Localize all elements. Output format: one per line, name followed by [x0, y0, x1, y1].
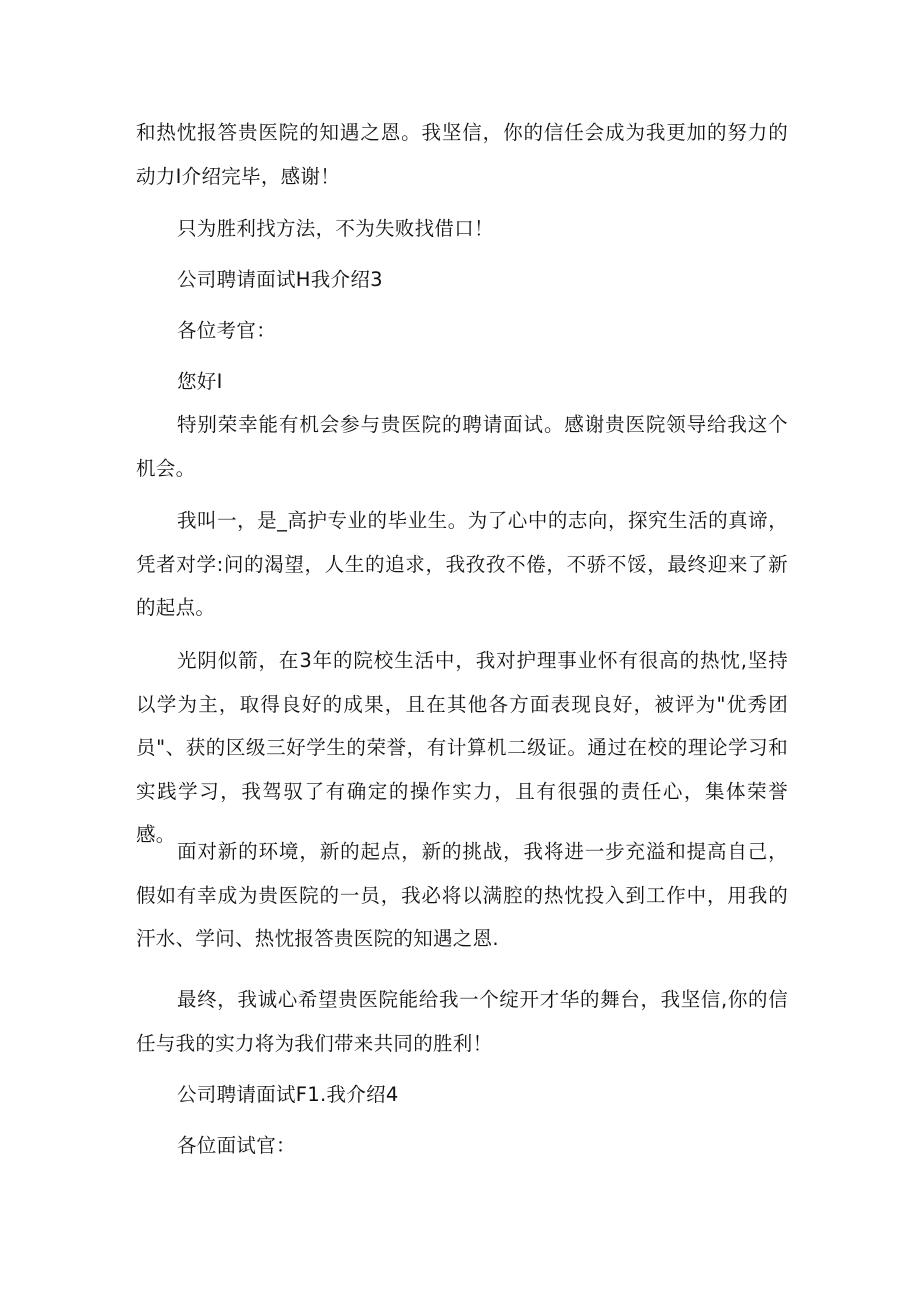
greeting: 您好I: [177, 370, 223, 393]
paragraph-school-life: 光阴似箭，在3年的院校生活中，我对护理事业怀有很高的热忱,坚持以学为主，取得良好的成果，且在其他各方面表现良好，被评为"优秀团员"、获的区级三好学生的荣誉，有计算机二级证。通过在校的理论学习和实践学习，我驾驭了有确定的操作实力，且有很强的责任心，集体荣誉感。: [136, 649, 788, 846]
paragraph-thanks: 特别荣幸能有机会参与贵医院的聘请面试。感谢贵医院领导给我这个机会。: [136, 413, 788, 480]
paragraph-conclusion: 最终，我诚心希望贵医院能给我一个绽开才华的舞台，我坚信,你的信任与我的实力将为我们带来共同的胜利！: [136, 988, 788, 1055]
paragraph-introduction: 我叫一，是_高护专业的毕业生。为了心中的志向，探究生活的真谛，凭者对学:问的渴望，人生的追求，我孜孜不倦，不骄不馁，最终迎来了新的起点。: [136, 509, 788, 619]
paragraph-new-environment: 面对新的环境，新的起点，新的挑战，我将进一步充溢和提高自己，假如有幸成为贵医院的一员，我必将以满腔的热忱投入到工作中，用我的汗水、学问、热忱报答贵医院的知遇之恩.: [136, 840, 788, 950]
salutation: 各位考官：: [177, 319, 277, 342]
section-heading-4: 公司聘请面试F1.我介绍4: [177, 1083, 399, 1106]
paragraph-motto: 只为胜利找方法，不为失败找借口！: [177, 217, 494, 240]
salutation-interviewers: 各位面试官：: [177, 1134, 296, 1157]
section-heading-3: 公司聘请面试H我介绍3: [177, 268, 383, 291]
paragraph-continuation: 和热忱报答贵医院的知遇之恩。我坚信，你的信任会成为我更加的努力的动力I介绍完毕，感谢！: [136, 121, 788, 188]
